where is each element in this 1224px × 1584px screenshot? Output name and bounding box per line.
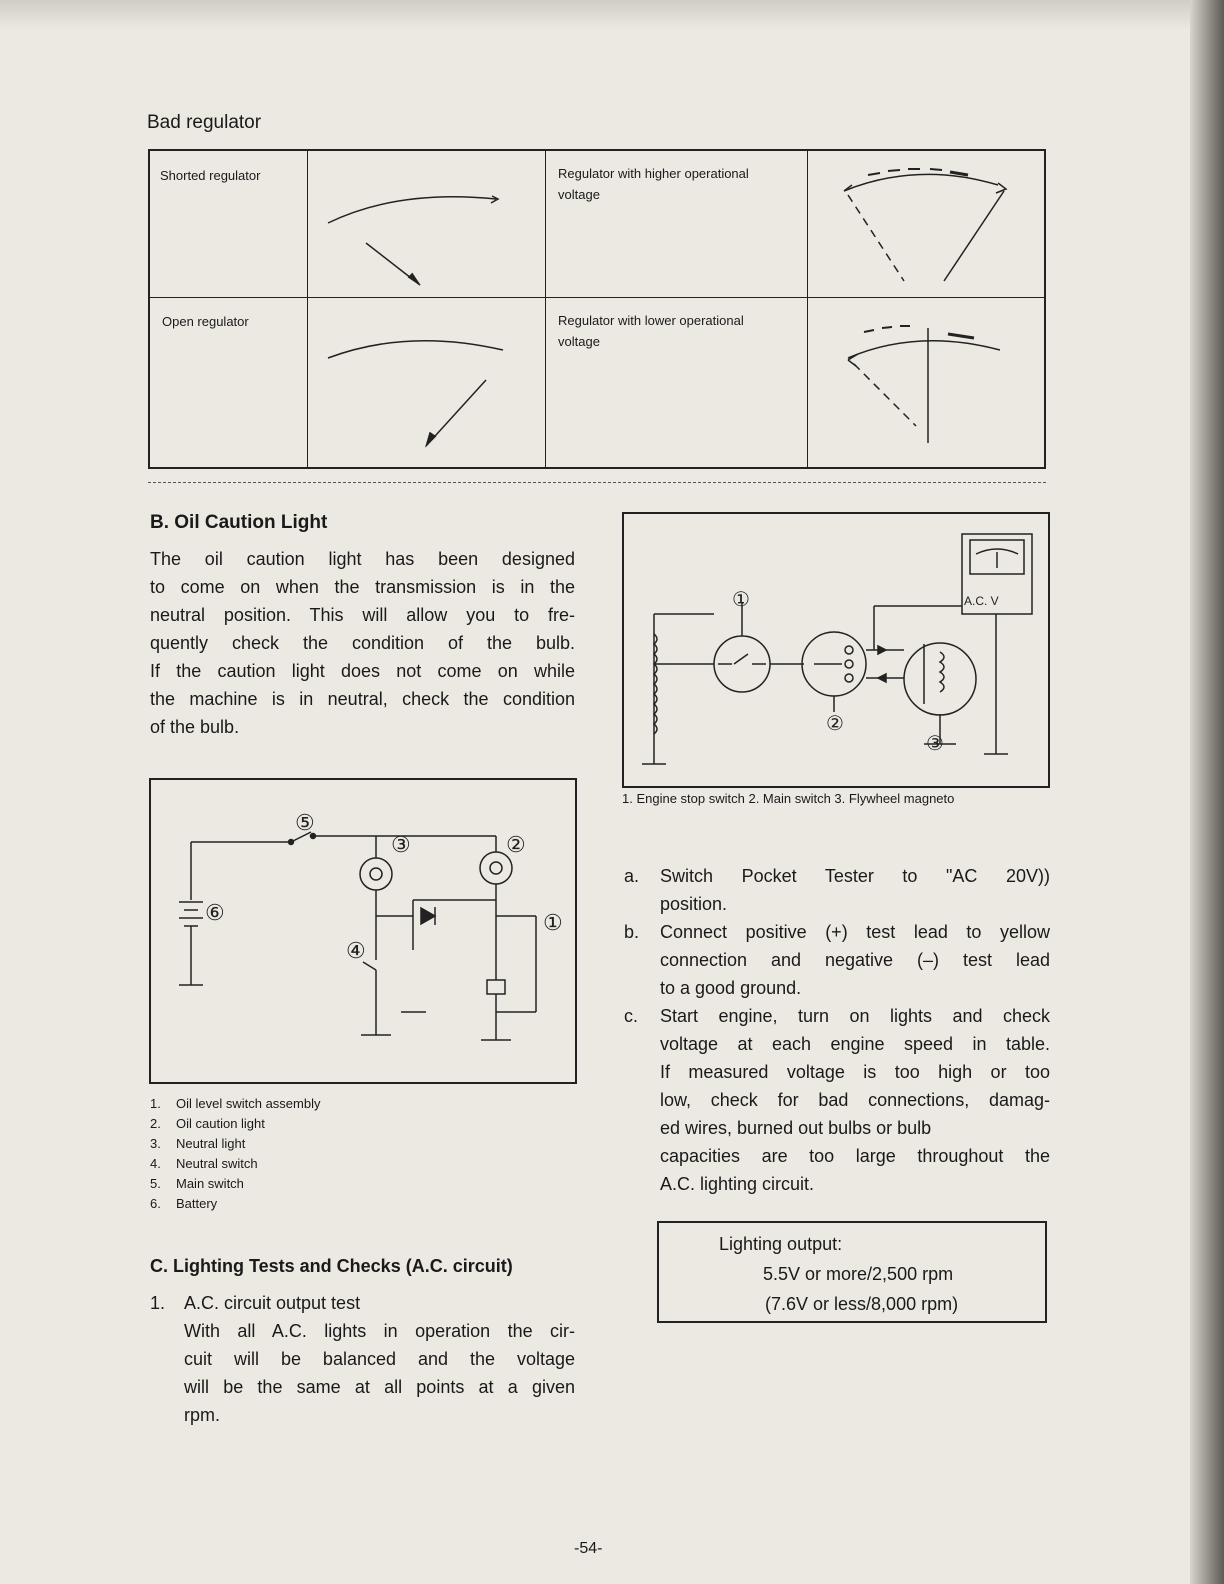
meter-higher-gauge <box>808 151 1044 297</box>
ac-callout-1: ① <box>732 589 750 611</box>
oil-diagram-legend <box>150 1094 321 1214</box>
oil-caution-diagram <box>149 778 577 1084</box>
higher-voltage-label: Regulator with higher operational voltage <box>558 166 749 202</box>
section-b-heading: B. Oil Caution Light <box>150 512 328 533</box>
ac-diagram-caption: 1. Engine stop switch 2. Main switch 3. Flywheel magneto <box>622 791 955 806</box>
ac-circuit-diagram <box>622 512 1050 788</box>
lighting-output-line1: 5.5V or more/2,500 rpm <box>763 1264 954 1284</box>
callout-5: ⑤ <box>295 810 315 835</box>
legend-item: 4. Neutral switch <box>150 1156 258 1171</box>
callout-4: ④ <box>346 938 366 963</box>
lighting-output-box <box>657 1221 1047 1323</box>
step-a: a. Switch Pocket Tester to "AC 20V)) position. <box>624 866 1050 914</box>
step-b: b. Connect positive (+) test lead to yellow connection and negative (–) test lead to a good ground. <box>624 922 1050 998</box>
callout-2: ② <box>506 832 526 857</box>
open-regulator-label: Open regulator <box>162 314 249 329</box>
meter-open-gauge <box>308 298 545 467</box>
test-steps <box>624 862 1050 1198</box>
ac-callout-2: ② <box>826 713 844 735</box>
step-c: c. Start engine, turn on lights and check voltage at each engine speed in table. If measured voltage is too high or too low, check for bad connections, damag- ed wires, burned out bulbs or bulb capacities are too large throughout the A.C. lighting circuit. <box>624 1006 1050 1194</box>
section-b-paragraph: The oil caution light has been designed to come on when the transmission is in the neutral position. This will allow you to fre- quently check the condition of the bulb. If the caution light does not come on while the machine is in neutral, check the condition of the bulb. <box>150 549 575 737</box>
regulator-table <box>148 149 1046 469</box>
page-shadow <box>0 0 1224 30</box>
lighting-output-line2: (7.6V or less/8,000 rpm) <box>765 1294 959 1314</box>
section-c-item: 1. A.C. circuit output test With all A.C. lights in operation the cir- cuit will be balanced and the voltage will be the same at all points at a given rpm. <box>150 1293 575 1425</box>
meter-label: A.C. V <box>964 594 999 608</box>
page-binding-edge <box>1190 0 1224 1584</box>
callout-3: ③ <box>391 832 411 857</box>
legend-item: 3. Neutral light <box>150 1136 246 1151</box>
ac-circuit-schematic <box>624 514 1048 786</box>
section-divider <box>148 482 1046 483</box>
lower-voltage-label: Regulator with lower operational voltage <box>558 313 744 349</box>
lighting-output-title: Lighting output: <box>719 1234 843 1254</box>
meter-lower-gauge <box>808 298 1044 467</box>
legend-item: 2. Oil caution light <box>150 1116 265 1131</box>
page-heading: Bad regulator <box>147 112 262 133</box>
ac-callout-3: ③ <box>926 733 944 755</box>
legend-item: 5. Main switch <box>150 1176 244 1191</box>
callout-6: ⑥ <box>205 900 225 925</box>
shorted-regulator-label: Shorted regulator <box>160 168 261 183</box>
meter-shorted-gauge <box>308 151 545 297</box>
legend-item: 1. Oil level switch assembly <box>150 1096 321 1111</box>
legend-item: 6. Battery <box>150 1196 218 1211</box>
oil-caution-schematic <box>151 780 575 1082</box>
section-c-heading: C. Lighting Tests and Checks (A.C. circuit) <box>150 1256 513 1276</box>
page-number: -54- <box>574 1540 603 1557</box>
callout-1: ① <box>543 910 563 935</box>
